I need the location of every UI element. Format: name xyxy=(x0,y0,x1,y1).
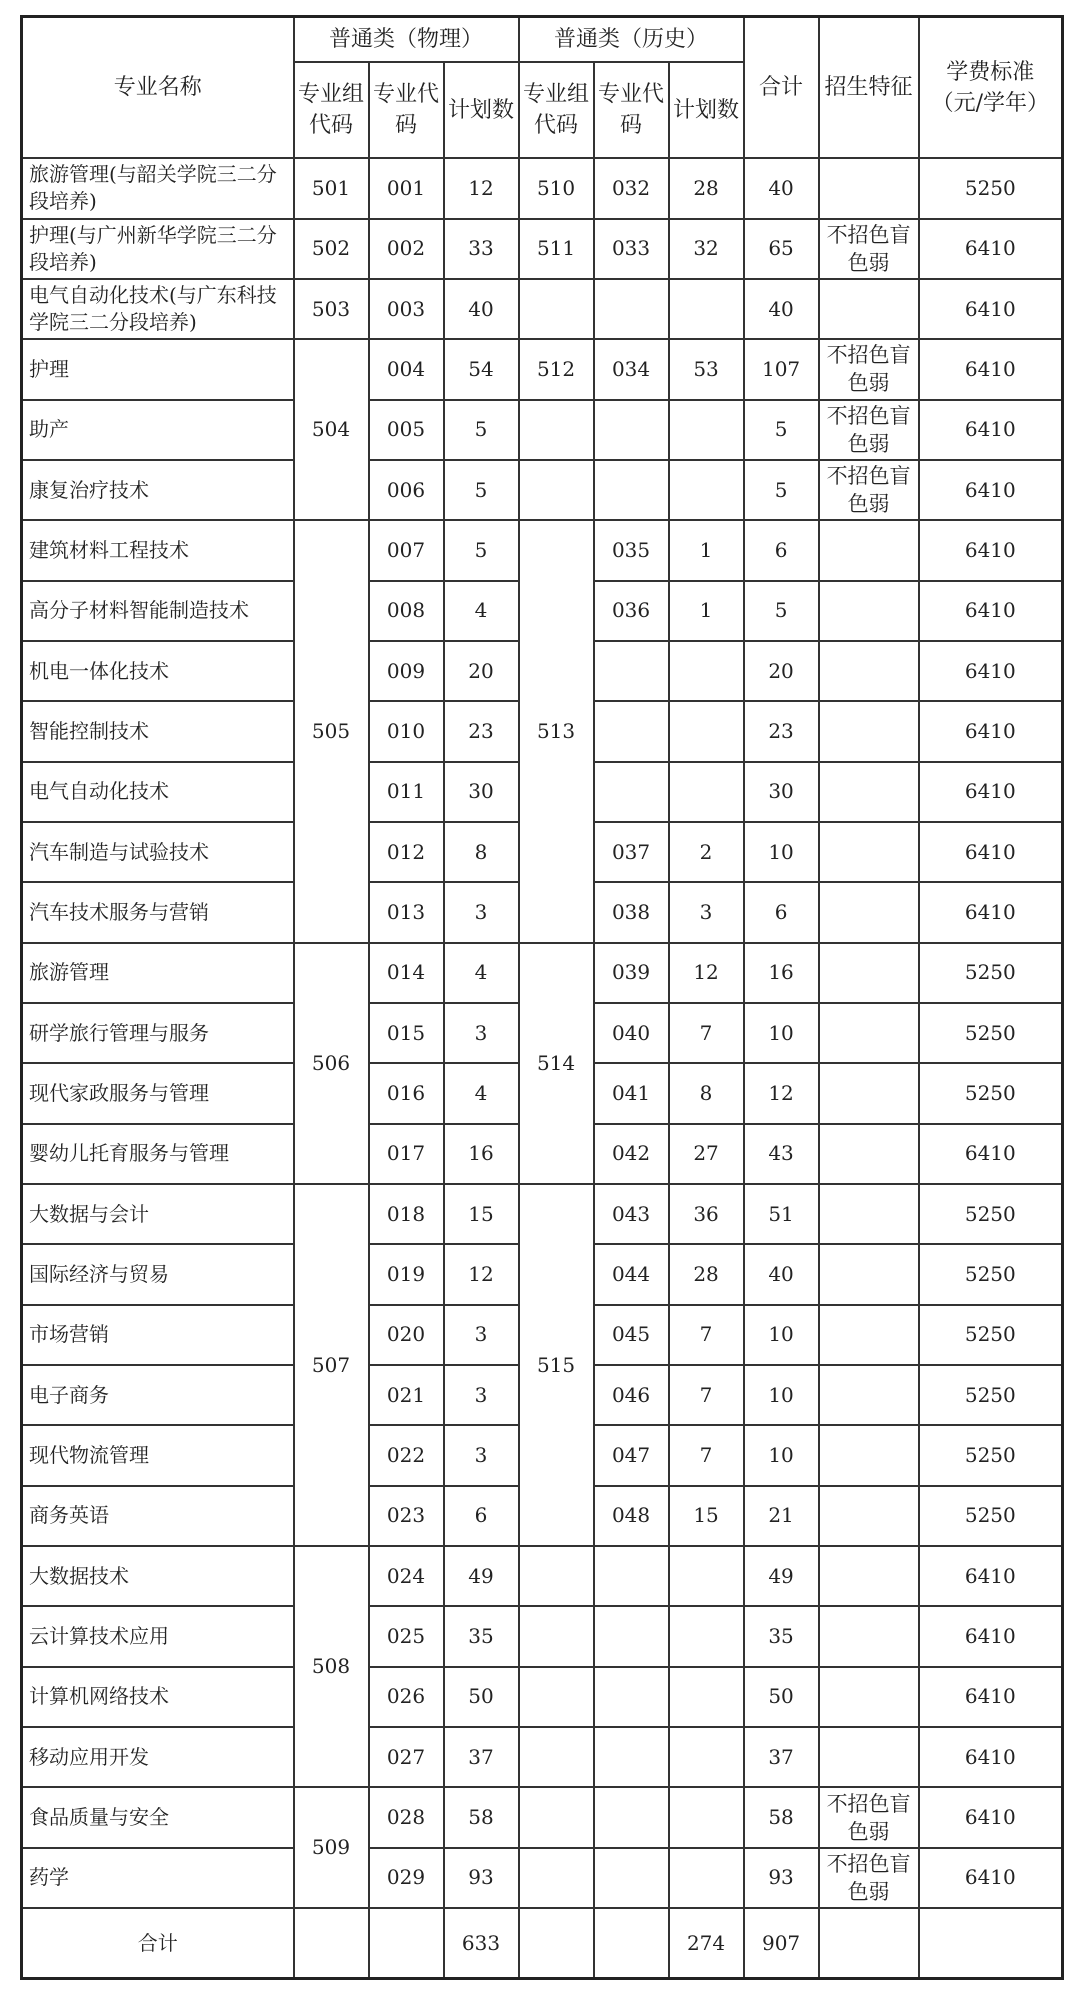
physics-major-code: 028 xyxy=(369,1787,444,1847)
row-total: 21 xyxy=(744,1486,819,1546)
physics-plan-count: 49 xyxy=(444,1546,519,1606)
physics-major-code: 015 xyxy=(369,1003,444,1063)
major-name: 电子商务 xyxy=(22,1365,294,1425)
physics-major-code: 023 xyxy=(369,1486,444,1546)
tuition-fee: 5250 xyxy=(919,1425,1063,1485)
physics-plan-count: 20 xyxy=(444,641,519,701)
history-plan-count xyxy=(669,400,744,460)
subheader-history-group-code: 专业组代码 xyxy=(519,62,594,158)
history-plan-count xyxy=(669,279,744,339)
admission-feature: 不招色盲色弱 xyxy=(819,460,919,520)
history-major-code: 040 xyxy=(594,1003,669,1063)
history-group-code: 515 xyxy=(519,1184,594,1546)
tuition-fee: 6410 xyxy=(919,1787,1063,1847)
total-empty-6 xyxy=(919,1908,1063,1978)
header-history: 普通类（历史） xyxy=(519,17,744,63)
header-row xyxy=(22,17,1063,63)
subheader-history-plan-count: 计划数 xyxy=(669,62,744,158)
major-name: 旅游管理 xyxy=(22,943,294,1003)
history-plan-count: 7 xyxy=(669,1425,744,1485)
history-major-code xyxy=(594,1667,669,1727)
admission-feature xyxy=(819,1003,919,1063)
physics-major-code: 018 xyxy=(369,1184,444,1244)
subheader-history-major-code: 专业代码 xyxy=(594,62,669,158)
history-major-code xyxy=(594,279,669,339)
header-physics: 普通类（物理） xyxy=(294,17,519,63)
physics-plan-count: 58 xyxy=(444,1787,519,1847)
major-name: 现代物流管理 xyxy=(22,1425,294,1485)
history-group-code: 514 xyxy=(519,943,594,1184)
physics-major-code: 002 xyxy=(369,219,444,279)
history-group-code xyxy=(519,1667,594,1727)
row-total: 93 xyxy=(744,1848,819,1908)
history-major-code: 045 xyxy=(594,1305,669,1365)
history-plan-count xyxy=(669,762,744,822)
tuition-fee: 6410 xyxy=(919,279,1063,339)
physics-plan-count: 5 xyxy=(444,400,519,460)
physics-major-code: 009 xyxy=(369,641,444,701)
admission-feature: 不招色盲色弱 xyxy=(819,400,919,460)
header-fee: 学费标准（元/学年） xyxy=(919,17,1063,159)
total-empty-3 xyxy=(519,1908,594,1978)
major-name: 智能控制技术 xyxy=(22,701,294,761)
history-plan-count: 28 xyxy=(669,1244,744,1304)
history-plan-count: 8 xyxy=(669,1063,744,1123)
physics-group-code: 508 xyxy=(294,1546,369,1787)
major-name: 护理 xyxy=(22,339,294,399)
admission-feature: 不招色盲色弱 xyxy=(819,219,919,279)
physics-plan-count: 93 xyxy=(444,1848,519,1908)
major-name: 云计算技术应用 xyxy=(22,1606,294,1666)
physics-group-code: 509 xyxy=(294,1787,369,1908)
row-total: 65 xyxy=(744,219,819,279)
row-total: 40 xyxy=(744,1244,819,1304)
tuition-fee: 5250 xyxy=(919,158,1063,218)
major-name: 研学旅行管理与服务 xyxy=(22,1003,294,1063)
major-name: 汽车制造与试验技术 xyxy=(22,822,294,882)
row-total: 35 xyxy=(744,1606,819,1666)
history-plan-count: 53 xyxy=(669,339,744,399)
physics-plan-count: 23 xyxy=(444,701,519,761)
tuition-fee: 6410 xyxy=(919,581,1063,641)
history-major-code xyxy=(594,1606,669,1666)
history-plan-count xyxy=(669,1546,744,1606)
physics-plan-count: 3 xyxy=(444,1425,519,1485)
history-group-code xyxy=(519,400,594,460)
physics-plan-count: 3 xyxy=(444,882,519,942)
history-plan-count: 3 xyxy=(669,882,744,942)
major-name: 机电一体化技术 xyxy=(22,641,294,701)
total-empty-5 xyxy=(819,1908,919,1978)
physics-major-code: 005 xyxy=(369,400,444,460)
table-row xyxy=(22,1727,1063,1787)
table-row xyxy=(22,219,1063,279)
tuition-fee: 5250 xyxy=(919,1184,1063,1244)
history-major-code xyxy=(594,1727,669,1787)
history-major-code: 042 xyxy=(594,1124,669,1184)
physics-group-code: 503 xyxy=(294,279,369,339)
history-major-code: 032 xyxy=(594,158,669,218)
physics-major-code: 006 xyxy=(369,460,444,520)
history-major-code xyxy=(594,1848,669,1908)
major-name: 助产 xyxy=(22,400,294,460)
tuition-fee: 6410 xyxy=(919,1546,1063,1606)
admission-feature xyxy=(819,1546,919,1606)
admission-feature xyxy=(819,943,919,1003)
admission-feature xyxy=(819,1425,919,1485)
physics-major-code: 010 xyxy=(369,701,444,761)
physics-major-code: 024 xyxy=(369,1546,444,1606)
major-name: 汽车技术服务与营销 xyxy=(22,882,294,942)
history-group-code xyxy=(519,1787,594,1847)
physics-major-code: 012 xyxy=(369,822,444,882)
admission-feature xyxy=(819,520,919,580)
subheader-physics-group-code: 专业组代码 xyxy=(294,62,369,158)
history-plan-count: 7 xyxy=(669,1305,744,1365)
physics-plan-count: 37 xyxy=(444,1727,519,1787)
physics-major-code: 021 xyxy=(369,1365,444,1425)
row-total: 10 xyxy=(744,1003,819,1063)
history-plan-count: 1 xyxy=(669,581,744,641)
tuition-fee: 5250 xyxy=(919,1486,1063,1546)
physics-major-code: 003 xyxy=(369,279,444,339)
history-plan-count: 36 xyxy=(669,1184,744,1244)
major-name: 市场营销 xyxy=(22,1305,294,1365)
row-total: 20 xyxy=(744,641,819,701)
row-total: 12 xyxy=(744,1063,819,1123)
history-group-code xyxy=(519,1848,594,1908)
physics-major-code: 019 xyxy=(369,1244,444,1304)
physics-major-code: 029 xyxy=(369,1848,444,1908)
physics-plan-count: 30 xyxy=(444,762,519,822)
row-total: 107 xyxy=(744,339,819,399)
history-major-code xyxy=(594,400,669,460)
history-group-code: 512 xyxy=(519,339,594,399)
admission-feature xyxy=(819,1606,919,1666)
tuition-fee: 6410 xyxy=(919,520,1063,580)
physics-plan-count: 4 xyxy=(444,581,519,641)
major-name: 大数据技术 xyxy=(22,1546,294,1606)
history-major-code xyxy=(594,641,669,701)
admission-feature xyxy=(819,1667,919,1727)
admission-feature xyxy=(819,279,919,339)
major-name: 电气自动化技术 xyxy=(22,762,294,822)
history-plan-count: 2 xyxy=(669,822,744,882)
physics-group-code: 502 xyxy=(294,219,369,279)
subheader-physics-major-code: 专业代码 xyxy=(369,62,444,158)
header-total: 合计 xyxy=(744,17,819,159)
physics-plan-count: 35 xyxy=(444,1606,519,1666)
tuition-fee: 5250 xyxy=(919,943,1063,1003)
admission-feature xyxy=(819,1184,919,1244)
tuition-fee: 6410 xyxy=(919,1848,1063,1908)
tuition-fee: 6410 xyxy=(919,400,1063,460)
history-major-code xyxy=(594,1546,669,1606)
physics-plan-count: 3 xyxy=(444,1003,519,1063)
major-name: 婴幼儿托育服务与管理 xyxy=(22,1124,294,1184)
history-plan-count: 32 xyxy=(669,219,744,279)
subheader-physics-plan-count: 计划数 xyxy=(444,62,519,158)
total-label: 合计 xyxy=(22,1908,294,1978)
physics-group-code: 506 xyxy=(294,943,369,1184)
physics-group-code: 501 xyxy=(294,158,369,218)
row-total: 10 xyxy=(744,1305,819,1365)
history-group-code: 510 xyxy=(519,158,594,218)
row-total: 37 xyxy=(744,1727,819,1787)
physics-major-code: 001 xyxy=(369,158,444,218)
physics-plan-count: 12 xyxy=(444,1244,519,1304)
history-major-code: 044 xyxy=(594,1244,669,1304)
admission-feature xyxy=(819,1244,919,1304)
table-row xyxy=(22,1787,1063,1847)
row-total: 30 xyxy=(744,762,819,822)
major-name: 计算机网络技术 xyxy=(22,1667,294,1727)
admission-feature: 不招色盲色弱 xyxy=(819,1848,919,1908)
history-plan-count xyxy=(669,460,744,520)
history-major-code: 037 xyxy=(594,822,669,882)
admission-feature xyxy=(819,1063,919,1123)
major-name: 建筑材料工程技术 xyxy=(22,520,294,580)
history-major-code: 047 xyxy=(594,1425,669,1485)
table-row xyxy=(22,158,1063,218)
physics-plan-count: 5 xyxy=(444,520,519,580)
tuition-fee: 6410 xyxy=(919,219,1063,279)
physics-group-code: 505 xyxy=(294,520,369,942)
history-major-code: 041 xyxy=(594,1063,669,1123)
total-empty-4 xyxy=(594,1908,669,1978)
admission-feature xyxy=(819,581,919,641)
table-row xyxy=(22,1606,1063,1666)
physics-plan-count: 4 xyxy=(444,1063,519,1123)
major-name: 电气自动化技术(与广东科技学院三二分段培养) xyxy=(22,279,294,339)
history-plan-count: 1 xyxy=(669,520,744,580)
major-name: 移动应用开发 xyxy=(22,1727,294,1787)
physics-major-code: 004 xyxy=(369,339,444,399)
total-empty-2 xyxy=(369,1908,444,1978)
history-major-code: 035 xyxy=(594,520,669,580)
tuition-fee: 6410 xyxy=(919,1124,1063,1184)
table-row xyxy=(22,1184,1063,1244)
physics-plan-count: 16 xyxy=(444,1124,519,1184)
history-group-code xyxy=(519,279,594,339)
physics-major-code: 017 xyxy=(369,1124,444,1184)
history-plan-count xyxy=(669,1727,744,1787)
table-row xyxy=(22,520,1063,580)
physics-plan-count: 3 xyxy=(444,1305,519,1365)
history-group-code: 511 xyxy=(519,219,594,279)
physics-group-code: 507 xyxy=(294,1184,369,1546)
row-total: 10 xyxy=(744,822,819,882)
admission-feature xyxy=(819,158,919,218)
major-name: 康复治疗技术 xyxy=(22,460,294,520)
history-major-code: 039 xyxy=(594,943,669,1003)
row-total: 6 xyxy=(744,882,819,942)
history-plan-count xyxy=(669,1848,744,1908)
row-total: 16 xyxy=(744,943,819,1003)
major-name: 护理(与广州新华学院三二分段培养) xyxy=(22,219,294,279)
physics-plan-count: 15 xyxy=(444,1184,519,1244)
tuition-fee: 6410 xyxy=(919,460,1063,520)
total-physics: 633 xyxy=(444,1908,519,1978)
history-plan-count xyxy=(669,701,744,761)
major-name: 商务英语 xyxy=(22,1486,294,1546)
history-plan-count: 7 xyxy=(669,1003,744,1063)
admission-feature xyxy=(819,701,919,761)
history-group-code xyxy=(519,1606,594,1666)
major-name: 现代家政服务与管理 xyxy=(22,1063,294,1123)
physics-plan-count: 50 xyxy=(444,1667,519,1727)
total-row xyxy=(22,1908,1063,1978)
table-row xyxy=(22,339,1063,399)
physics-plan-count: 33 xyxy=(444,219,519,279)
physics-major-code: 013 xyxy=(369,882,444,942)
tuition-fee: 6410 xyxy=(919,1606,1063,1666)
history-major-code: 036 xyxy=(594,581,669,641)
major-name: 高分子材料智能制造技术 xyxy=(22,581,294,641)
major-name: 大数据与会计 xyxy=(22,1184,294,1244)
major-name: 国际经济与贸易 xyxy=(22,1244,294,1304)
history-major-code xyxy=(594,460,669,520)
admission-feature: 不招色盲色弱 xyxy=(819,339,919,399)
row-total: 5 xyxy=(744,460,819,520)
table-row xyxy=(22,400,1063,460)
total-empty-1 xyxy=(294,1908,369,1978)
history-plan-count xyxy=(669,1667,744,1727)
history-major-code: 046 xyxy=(594,1365,669,1425)
physics-major-code: 027 xyxy=(369,1727,444,1787)
physics-group-code: 504 xyxy=(294,339,369,520)
history-plan-count: 27 xyxy=(669,1124,744,1184)
tuition-fee: 6410 xyxy=(919,822,1063,882)
row-total: 51 xyxy=(744,1184,819,1244)
tuition-fee: 5250 xyxy=(919,1365,1063,1425)
row-total: 5 xyxy=(744,581,819,641)
physics-plan-count: 12 xyxy=(444,158,519,218)
major-name: 旅游管理(与韶关学院三二分段培养) xyxy=(22,158,294,218)
tuition-fee: 5250 xyxy=(919,1003,1063,1063)
admission-feature xyxy=(819,1124,919,1184)
row-total: 10 xyxy=(744,1365,819,1425)
total-grand: 907 xyxy=(744,1908,819,1978)
physics-plan-count: 5 xyxy=(444,460,519,520)
tuition-fee: 6410 xyxy=(919,641,1063,701)
history-group-code xyxy=(519,460,594,520)
physics-plan-count: 6 xyxy=(444,1486,519,1546)
history-major-code xyxy=(594,1787,669,1847)
table-row xyxy=(22,943,1063,1003)
row-total: 40 xyxy=(744,158,819,218)
history-plan-count: 28 xyxy=(669,158,744,218)
physics-major-code: 008 xyxy=(369,581,444,641)
total-history: 274 xyxy=(669,1908,744,1978)
tuition-fee: 6410 xyxy=(919,762,1063,822)
physics-plan-count: 54 xyxy=(444,339,519,399)
physics-major-code: 022 xyxy=(369,1425,444,1485)
history-group-code: 513 xyxy=(519,520,594,942)
history-major-code xyxy=(594,762,669,822)
tuition-fee: 5250 xyxy=(919,1305,1063,1365)
physics-major-code: 007 xyxy=(369,520,444,580)
table-row xyxy=(22,460,1063,520)
table-row xyxy=(22,1848,1063,1908)
history-plan-count xyxy=(669,1787,744,1847)
tuition-fee: 6410 xyxy=(919,882,1063,942)
major-name: 药学 xyxy=(22,1848,294,1908)
admission-feature xyxy=(819,1365,919,1425)
row-total: 58 xyxy=(744,1787,819,1847)
table-row xyxy=(22,1667,1063,1727)
tuition-fee: 5250 xyxy=(919,1063,1063,1123)
physics-major-code: 014 xyxy=(369,943,444,1003)
tuition-fee: 6410 xyxy=(919,1667,1063,1727)
admission-feature xyxy=(819,822,919,882)
admission-feature xyxy=(819,882,919,942)
physics-plan-count: 40 xyxy=(444,279,519,339)
admission-feature xyxy=(819,1727,919,1787)
history-major-code xyxy=(594,701,669,761)
admission-feature xyxy=(819,1486,919,1546)
history-major-code: 043 xyxy=(594,1184,669,1244)
physics-major-code: 020 xyxy=(369,1305,444,1365)
admission-feature xyxy=(819,1305,919,1365)
physics-major-code: 016 xyxy=(369,1063,444,1123)
table-row xyxy=(22,1546,1063,1606)
admission-feature xyxy=(819,762,919,822)
table-row xyxy=(22,279,1063,339)
physics-major-code: 011 xyxy=(369,762,444,822)
history-major-code: 034 xyxy=(594,339,669,399)
history-plan-count: 7 xyxy=(669,1365,744,1425)
tuition-fee: 6410 xyxy=(919,1727,1063,1787)
row-total: 5 xyxy=(744,400,819,460)
major-name: 食品质量与安全 xyxy=(22,1787,294,1847)
history-plan-count: 15 xyxy=(669,1486,744,1546)
enrollment-plan-table xyxy=(20,15,1064,1980)
admission-feature xyxy=(819,641,919,701)
history-plan-count: 12 xyxy=(669,943,744,1003)
row-total: 40 xyxy=(744,279,819,339)
history-group-code xyxy=(519,1727,594,1787)
history-group-code xyxy=(519,1546,594,1606)
tuition-fee: 5250 xyxy=(919,1244,1063,1304)
row-total: 10 xyxy=(744,1425,819,1485)
tuition-fee: 6410 xyxy=(919,701,1063,761)
history-plan-count xyxy=(669,641,744,701)
physics-plan-count: 4 xyxy=(444,943,519,1003)
row-total: 49 xyxy=(744,1546,819,1606)
physics-plan-count: 8 xyxy=(444,822,519,882)
history-major-code: 033 xyxy=(594,219,669,279)
row-total: 43 xyxy=(744,1124,819,1184)
history-major-code: 038 xyxy=(594,882,669,942)
history-plan-count xyxy=(669,1606,744,1666)
header-name: 专业名称 xyxy=(22,17,294,159)
tuition-fee: 6410 xyxy=(919,339,1063,399)
physics-plan-count: 3 xyxy=(444,1365,519,1425)
header-feature: 招生特征 xyxy=(819,17,919,159)
row-total: 50 xyxy=(744,1667,819,1727)
row-total: 6 xyxy=(744,520,819,580)
admission-feature: 不招色盲色弱 xyxy=(819,1787,919,1847)
physics-major-code: 026 xyxy=(369,1667,444,1727)
row-total: 23 xyxy=(744,701,819,761)
history-major-code: 048 xyxy=(594,1486,669,1546)
physics-major-code: 025 xyxy=(369,1606,444,1666)
